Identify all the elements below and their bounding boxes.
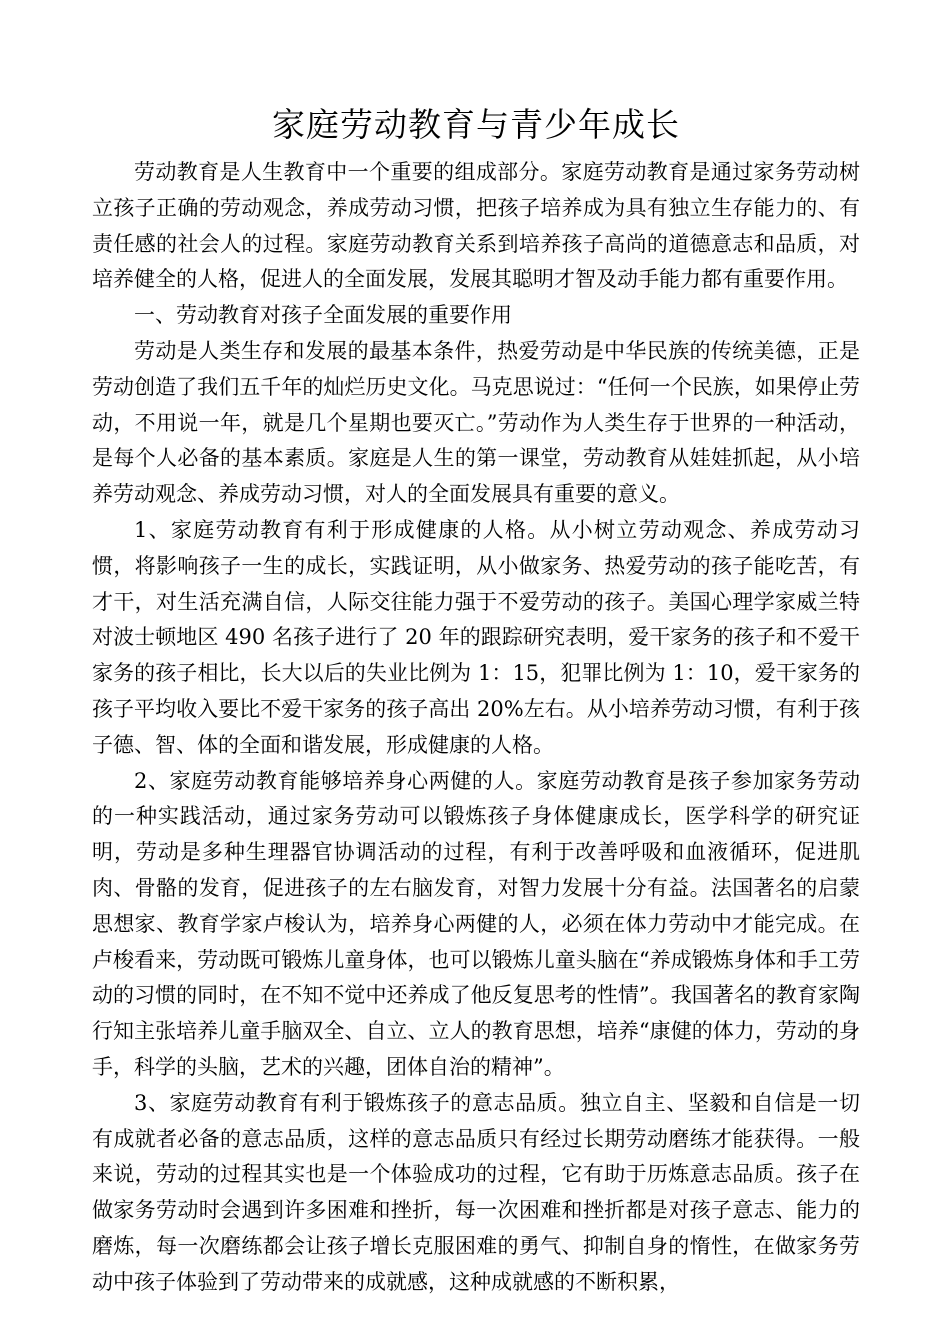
paragraph-point-1: 1、家庭劳动教育有利于形成健康的人格。从小树立劳动观念、养成劳动习惯，将影响孩子一生的成长，实践证明，从小做家务、热爱劳动的孩子能吃苦，有才干，对生活充满自信，人际交往能力强于不爱劳动的孩子。美国心理学家威兰特对波士顿地区 490 名孩子进行了 20 年的跟踪研究表明，爱干家务的孩子和不爱干家务的孩子相比，长大以后的失业比例为 1：15，犯罪比例为 1：10，爱干家务的孩子平均收入要比不爱干家务的孩子高出 20%左右。从小培养劳动习惯，有利于孩子德、智、体的全面和谐发展，形成健康的人格。 [92,517,860,757]
section-heading-1: 一、劳动教育对孩子全面发展的重要作用 [134,303,512,328]
paragraph-intro: 劳动教育是人生教育中一个重要的组成部分。家庭劳动教育是通过家务劳动树立孩子正确的劳动观念，养成劳动习惯，把孩子培养成为具有独立生存能力的、有责任感的社会人的过程。家庭劳动教育关系到培养孩子高尚的道德意志和品质，对培养健全的人格，促进人的全面发展，发展其聪明才智及动手能力都有重要作用。 [92,160,860,292]
document-title: 家庭劳动教育与青少年成长 [272,105,680,144]
document-page [92,95,860,1301]
paragraph-point-2: 2、家庭劳动教育能够培养身心两健的人。家庭劳动教育是孩子参加家务劳动的一种实践活动，通过家务劳动可以锻炼孩子身体健康成长，医学科学的研究证明，劳动是多种生理器官协调活动的过程，有利于改善呼吸和血液循环，促进肌肉、骨骼的发育，促进孩子的左右脑发育，对智力发展十分有益。法国著名的启蒙思想家、教育学家卢梭认为，培养身心两健的人，必须在体力劳动中才能完成。在卢梭看来，劳动既可锻炼儿童身体，也可以锻炼儿童头脑在“养成锻炼身体和手工劳动的习惯的同时，在不知不觉中还养成了他反复思考的性情”。我国著名的教育家陶行知主张培养儿童手脑双全、自立、立人的教育思想，培养“康健的体力，劳动的身手，科学的头脑，艺术的兴趣，团体自治的精神”。 [92,768,860,1079]
paragraph-point-3: 3、家庭劳动教育有利于锻炼孩子的意志品质。独立自主、坚毅和自信是一切有成就者必备的意志品质，这样的意志品质只有经过长期劳动磨练才能获得。一般来说，劳动的过程其实也是一个体验成功的过程，它有助于历炼意志品质。孩子在做家务劳动时会遇到许多困难和挫折，每一次困难和挫折都是对孩子意志、能力的磨炼，每一次磨练都会让孩子增长克服困难的勇气、抑制自身的惰性，在做家务劳动中孩子体验到了劳动带来的成就感，这种成就感的不断积累， [92,1090,860,1294]
paragraph-labor-importance: 劳动是人类生存和发展的最基本条件，热爱劳动是中华民族的传统美德，正是劳动创造了我们五千年的灿烂历史文化。马克思说过：“任何一个民族，如果停止劳动，不用说一年，就是几个星期也要灭亡。”劳动作为人类生存于世界的一种活动，是每个人必备的基本素质。家庭是人生的第一课堂，劳动教育从娃娃抓起，从小培养劳动观念、养成劳动习惯，对人的全面发展具有重要的意义。 [92,338,860,507]
